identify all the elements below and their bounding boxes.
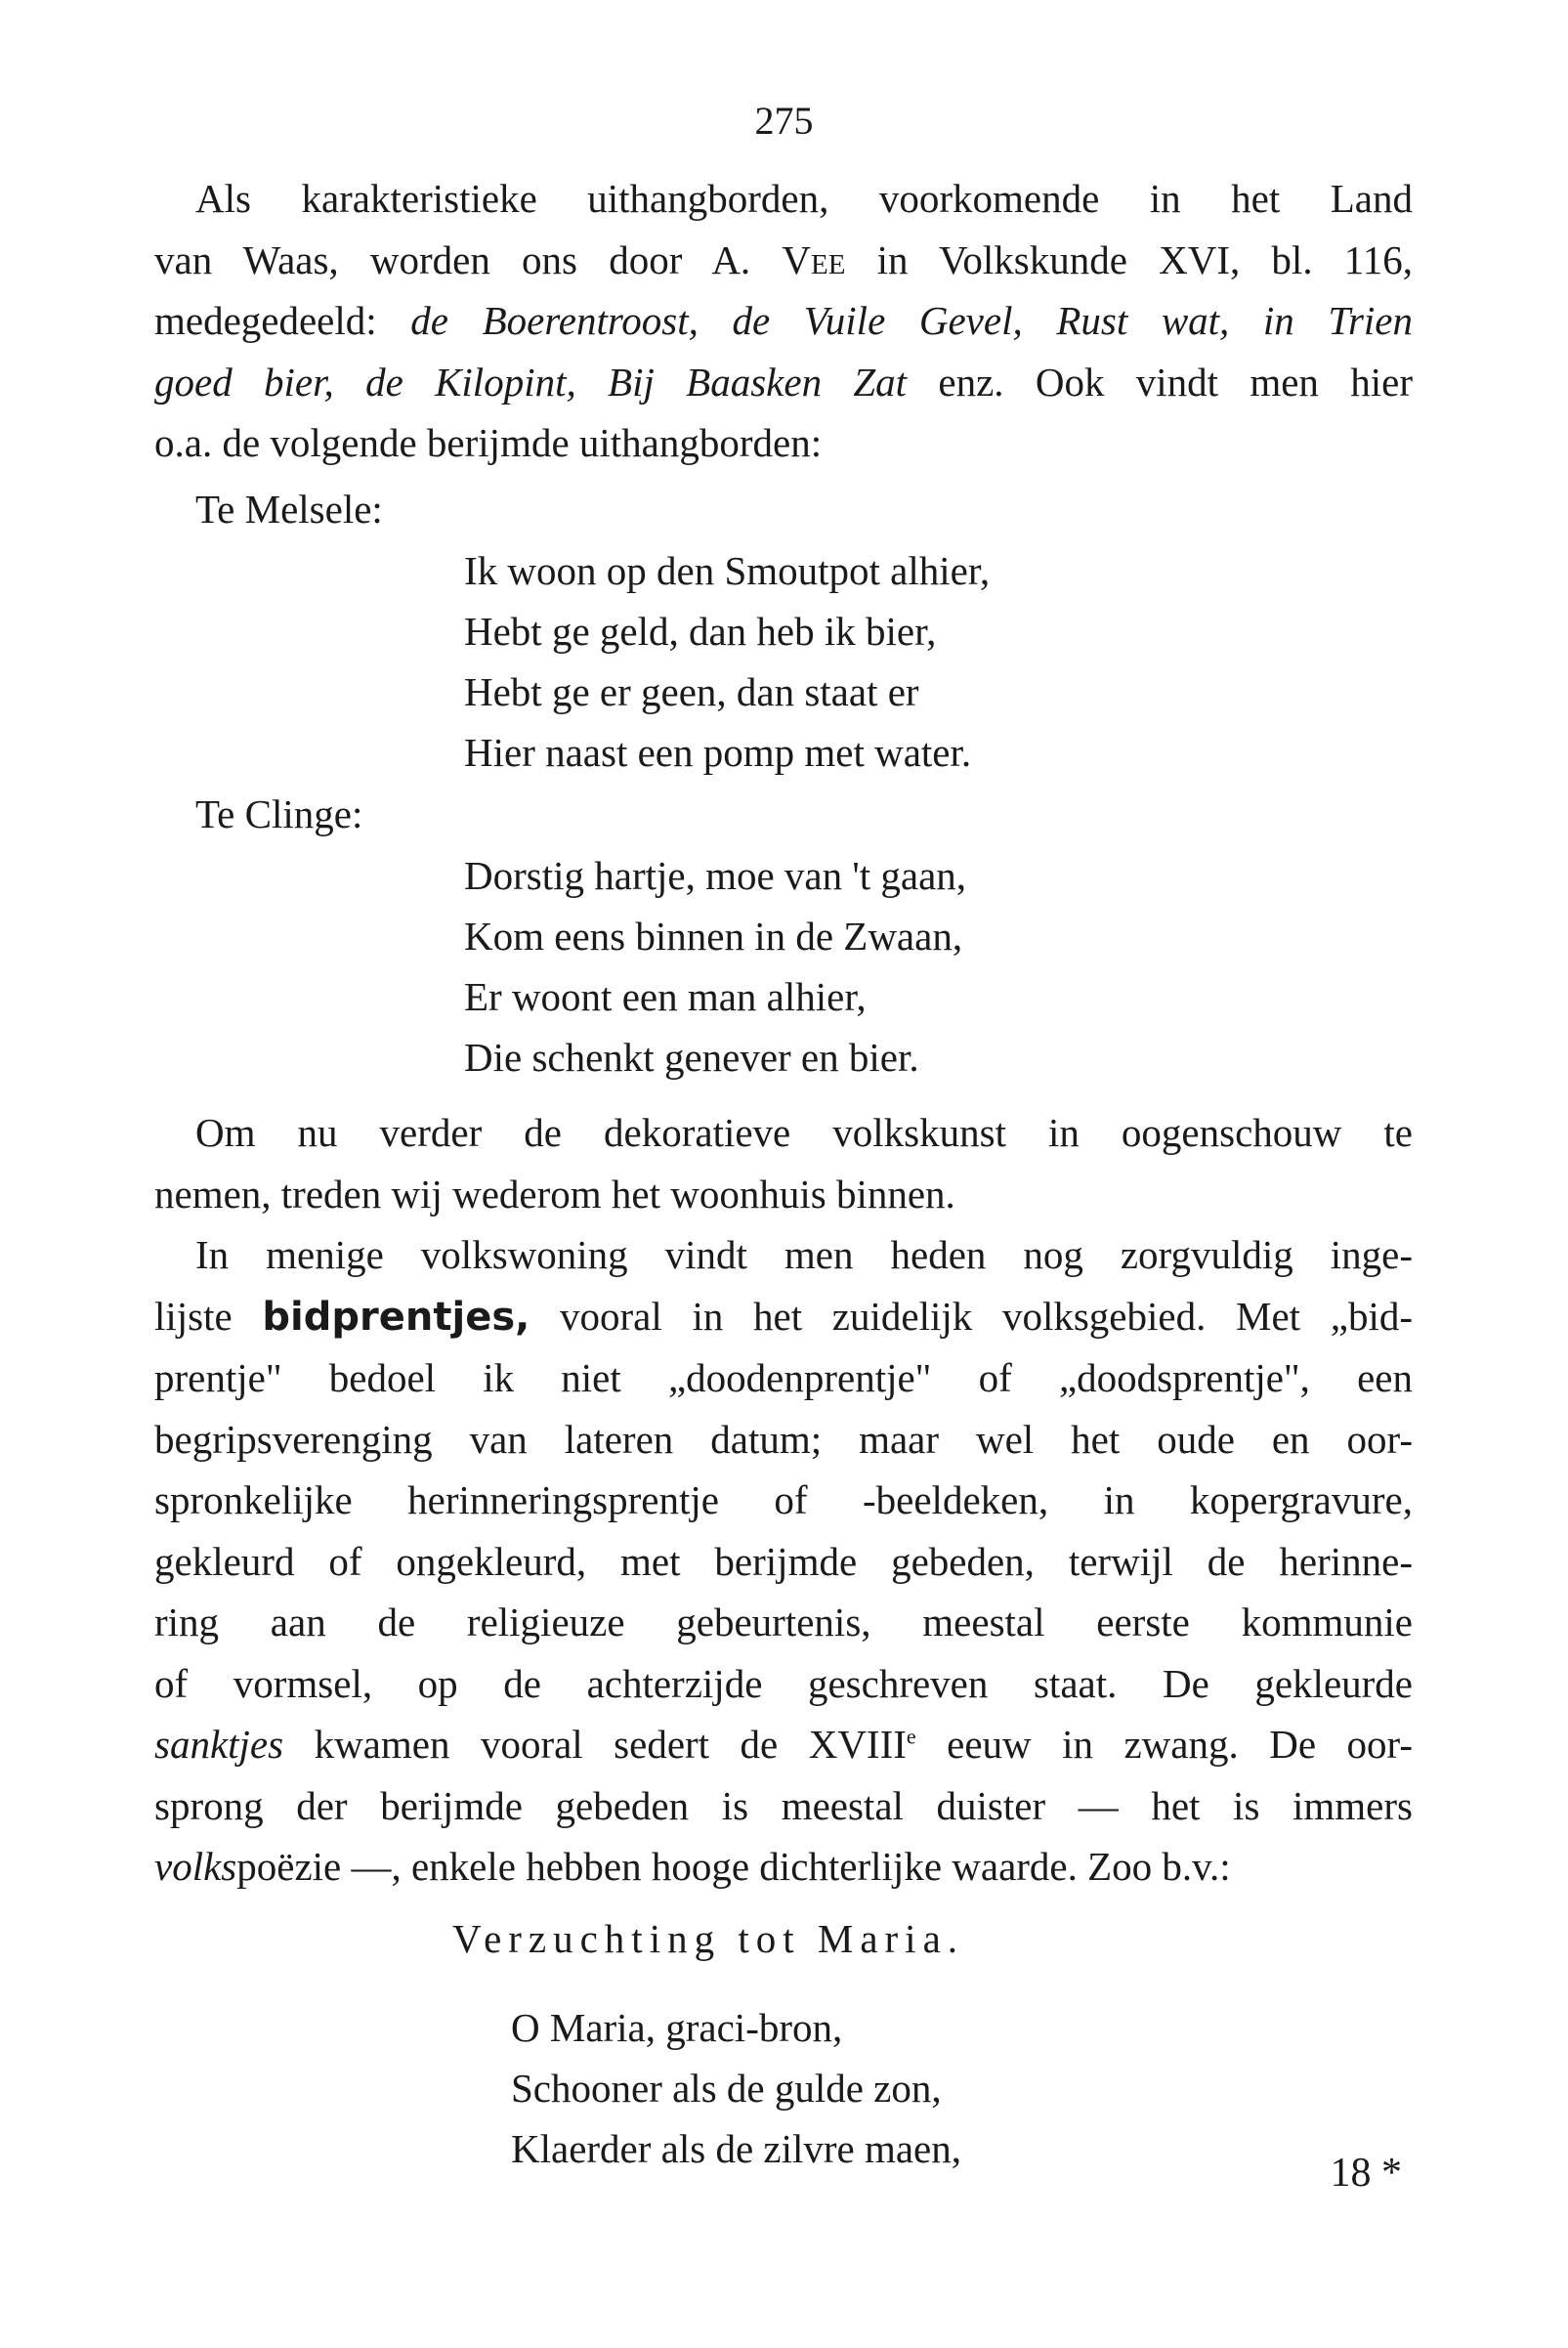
text-line: volkspoëzie —, enkele hebben hooge dichterlijke waarde. Zoo b.v.:	[154, 1844, 1231, 1889]
location-label: Te Clinge:	[195, 791, 363, 836]
verse-line: Ik woon op den Smoutpot alhier,	[464, 548, 991, 593]
verse-line: Dorstig hartje, moe van 't gaan,	[464, 853, 967, 898]
paragraph-2	[154, 1102, 1413, 1224]
text-line: Om nu verder de dekoratieve volkskunst in oogenschouw te	[195, 1110, 1413, 1155]
text-line: van Waas, worden ons door A. Vee in Volkskunde XVI, bl. 116,	[154, 236, 1414, 282]
text-line: prentje" bedoel ik niet „doodenprentje" of „doodsprentje", een	[154, 1355, 1413, 1400]
verse-line: Hier naast een pomp met water.	[464, 730, 972, 775]
bold-term: bidprentjes,	[262, 1294, 530, 1340]
verse-line: O Maria, graci-bron,	[511, 2005, 843, 2050]
intro-paragraph	[154, 168, 1413, 474]
paragraph-3	[154, 1224, 1413, 1898]
text-line: lijste bidprentjes, vooral in het zuidelijk volksgebied. Met „bid-	[154, 1293, 1414, 1340]
text-line: In menige volkswoning vindt men heden nog zorgvuldig inge-	[195, 1232, 1413, 1277]
page-number: 275	[754, 99, 814, 143]
text-line: Als karakteristieke uithangborden, voorkomende in het Land	[195, 176, 1413, 221]
verse-line: Er woont een man alhier,	[464, 974, 867, 1019]
signature-mark: 18 *	[1330, 2151, 1402, 2196]
location-label: Te Melsele:	[195, 487, 383, 532]
verse-line: Hebt ge er geen, dan staat er	[464, 669, 919, 714]
text-line: of vormsel, op de achterzijde geschreven staat. De gekleurde	[154, 1660, 1413, 1706]
text-line: nemen, treden wij wederom het woonhuis binnen.	[154, 1171, 955, 1217]
verse-line: Klaerder als de zilvre maen,	[511, 2126, 962, 2171]
verse-line: Schooner als de gulde zon,	[511, 2066, 942, 2111]
poem-verse	[511, 1997, 961, 2179]
verse-clinge	[464, 845, 966, 1088]
verse-line: Kom eens binnen in de Zwaan,	[464, 914, 963, 959]
verse-melsele	[464, 540, 990, 783]
text-line: sprong der berijmde gebeden is meestal duister — het is immers	[154, 1782, 1413, 1828]
text-line: medegedeeld: de Boerentroost, de Vuile Gevel, Rust wat, in Trien	[154, 298, 1413, 343]
text-line: spronkelijke herinneringsprentje of -beeldeken, in kopergravure,	[154, 1477, 1413, 1522]
poem-title: Verzuchting tot Maria.	[452, 1916, 965, 1961]
text-line: ring aan de religieuze gebeurtenis, meestal eerste kommunie	[154, 1600, 1413, 1644]
text-line: gekleurd of ongekleurd, met berijmde gebeden, terwijl de herinne-	[154, 1538, 1413, 1584]
verse-line: Hebt ge geld, dan heb ik bier,	[464, 609, 937, 654]
verse-line: Die schenkt genever en bier.	[464, 1035, 919, 1080]
text-line: begripsverenging van lateren datum; maar wel het oude en oor-	[154, 1416, 1413, 1462]
text-line: sanktjes kwamen vooral sedert de XVIIIe eeuw in zwang. De oor-	[154, 1722, 1413, 1767]
text-line: o.a. de volgende berijmde uithangborden:	[154, 420, 823, 465]
text-line: goed bier, de Kilopint, Bij Baasken Zat enz. Ook vindt men hier	[154, 359, 1413, 405]
